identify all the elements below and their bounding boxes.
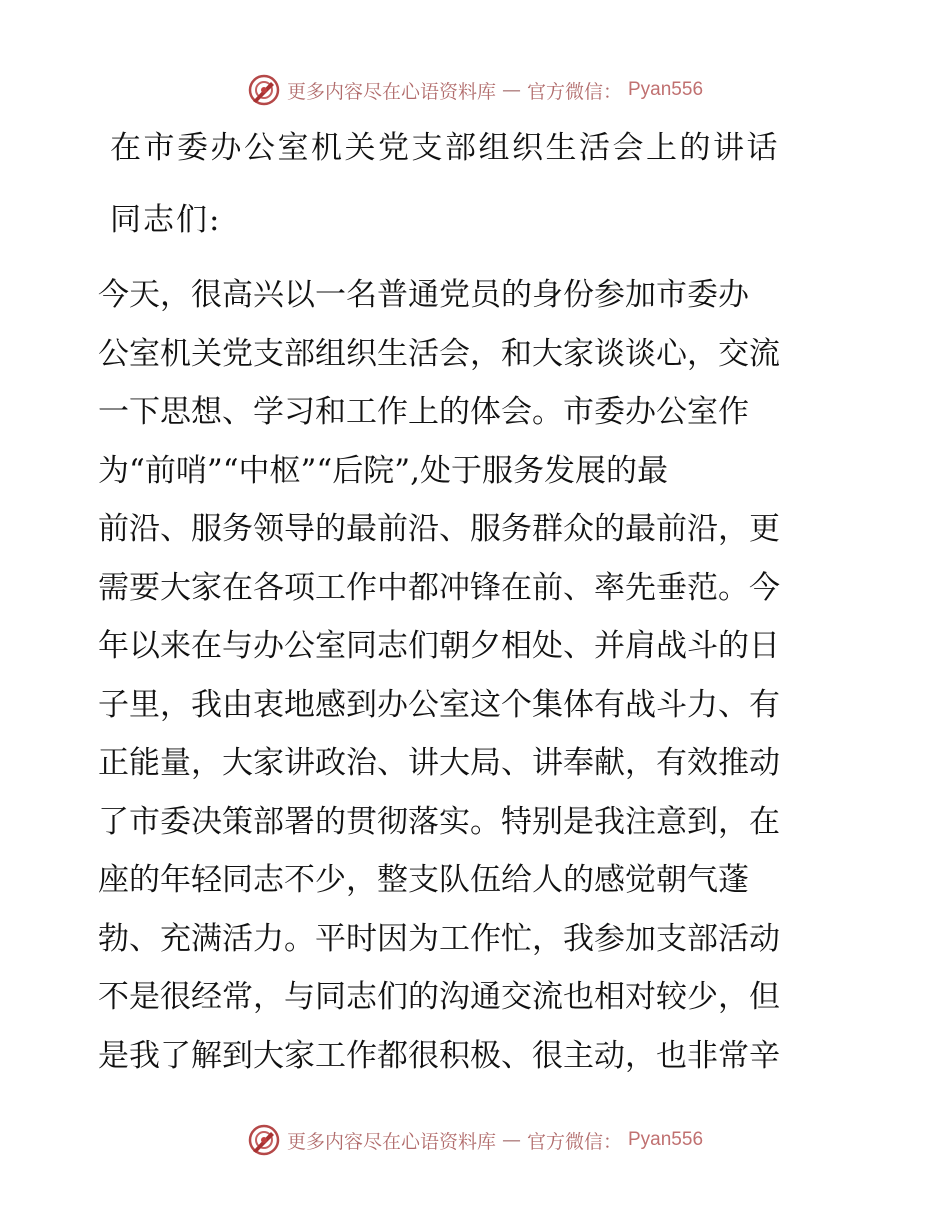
watermark-text: 更多内容尽在心语资料库 [286, 80, 496, 103]
header-watermark [0, 70, 950, 110]
wechat-id: Pyan556 [628, 79, 704, 100]
body-line: 正能量，大家讲政治、讲大局、讲奉献，有效推动 [98, 745, 780, 781]
watermark-separator: — [501, 1129, 521, 1151]
body-line: 是我了解到大家工作都很积极、很主动，也非常辛 [98, 1037, 780, 1074]
body-line: 一下思想、学习和工作上的体会。市委办公室作 [98, 394, 749, 430]
wechat-label: 官方微信： [526, 80, 622, 103]
wechat-label: 官方微信： [526, 1130, 622, 1153]
body-line: 今天，很高兴以一名普通党员的身份参加市委办 [98, 277, 749, 313]
body-line: 需要大家在各项工作中都冲锋在前、率先垂范。今 [98, 569, 780, 606]
body-line: 公室机关党支部组织生活会，和大家谈谈心，交流 [98, 335, 780, 372]
watermark-separator: — [501, 79, 521, 101]
body-line: 座的年轻同志不少，整支队伍给人的感觉朝气蓬 [98, 862, 749, 898]
body-line: 子里，我由衷地感到办公室这个集体有战斗力、有 [98, 686, 780, 723]
footer-watermark [0, 1120, 950, 1160]
logo-icon [247, 1123, 281, 1157]
salutation: 同志们: [110, 202, 222, 238]
document-title: 在市委办公室机关党支部组织生活会上的讲话 [110, 130, 780, 166]
body-line: 前沿、服务领导的最前沿、服务群众的最前沿，更 [98, 511, 780, 547]
watermark-text: 更多内容尽在心语资料库 [286, 1130, 496, 1153]
logo-icon [247, 73, 281, 107]
speech-body [98, 272, 858, 1091]
body-line: 勃、充满活力。平时因为工作忙，我参加支部活动 [98, 920, 780, 957]
wechat-id: Pyan556 [628, 1129, 704, 1150]
body-line: 不是很经常，与同志们的沟通交流也相对较少，但 [98, 979, 780, 1015]
body-line: 年以来在与办公室同志们朝夕相处、并肩战斗的日 [98, 628, 780, 664]
body-line: 了市委决策部署的贯彻落实。特别是我注意到，在 [98, 803, 780, 840]
body-line: 为“前哨”“中枢”“后院”,处于服务发展的最 [98, 452, 668, 489]
